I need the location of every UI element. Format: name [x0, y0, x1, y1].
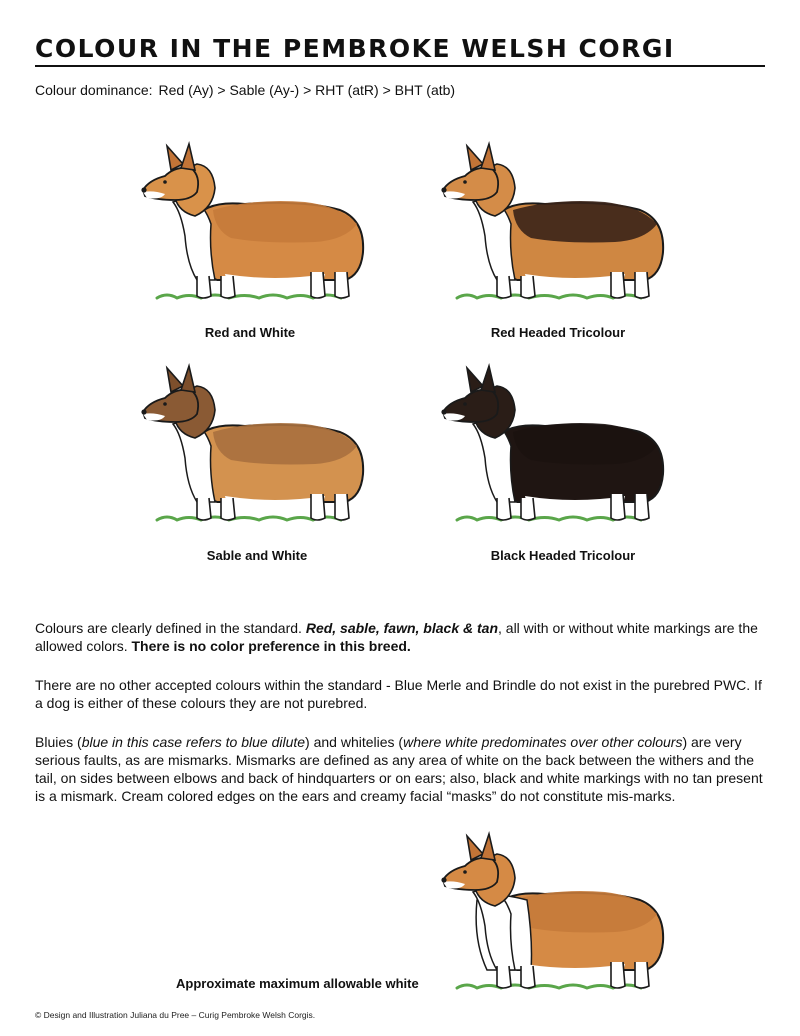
nose: [441, 409, 446, 414]
leg: [497, 276, 511, 298]
leg: [611, 272, 625, 298]
saddle: [513, 891, 657, 933]
dog-illustration-sable-and-white: [135, 362, 375, 532]
leg: [497, 966, 511, 988]
leg: [635, 962, 649, 988]
credit-line: © Design and Illustration Juliana du Pree – Curig Pembroke Welsh Corgis.: [35, 1010, 316, 1020]
saddle: [513, 201, 657, 243]
dominance-order: Red (Ay) > Sable (Ay-) > RHT (atR) > BHT (atb): [158, 82, 456, 98]
leg: [497, 498, 511, 520]
ear-right: [181, 366, 195, 392]
ear-left: [167, 368, 183, 392]
ear-right: [481, 366, 495, 392]
eye: [163, 180, 167, 184]
caption-max-allowable-white: Approximate maximum allowable white: [176, 976, 419, 991]
ear-right: [481, 144, 495, 170]
leg: [221, 276, 235, 298]
paragraph-faults-mismarks: Bluies (blue in this case refers to blue dilute) and whitelies (where white predominates over other colours) are very serious faults, as are mismarks. Mismarks are defined as any area of white on the back between the withers and the tail, on sides between elbows and back of hindquarters or on ears; also, black and white markings with no tan present is a mismark. Cream colored edges on the ears and creamy facial “masks” do not constitute mis-marks.: [35, 734, 763, 804]
caption-sable-and-white: Sable and White: [206, 548, 308, 563]
leg: [311, 494, 325, 520]
nose: [141, 409, 146, 414]
caption-red-headed-tricolour: Red Headed Tricolour: [490, 325, 626, 340]
saddle: [213, 201, 357, 243]
leg: [611, 962, 625, 988]
title-divider: [35, 65, 765, 67]
ear-right: [181, 144, 195, 170]
leg: [611, 494, 625, 520]
eye: [463, 180, 467, 184]
dog-illustration-red-and-white: [135, 140, 375, 310]
leg: [197, 276, 211, 298]
paragraph-allowed-colours: Colours are clearly defined in the standard. Red, sable, fawn, black & tan, all with or without white markings are the allowed colors. There is no color preference in this breed.: [35, 620, 758, 654]
saddle: [513, 423, 657, 465]
nose: [441, 187, 446, 192]
caption-red-and-white: Red and White: [204, 325, 296, 340]
caption-black-headed-tricolour: Black Headed Tricolour: [490, 548, 636, 563]
leg: [311, 272, 325, 298]
leg: [335, 494, 349, 520]
ear-left: [467, 836, 483, 860]
ear-left: [467, 368, 483, 392]
dog-illustration-black-headed-tricolour: [435, 362, 675, 532]
ear-left: [167, 146, 183, 170]
leg: [521, 966, 535, 988]
leg: [197, 498, 211, 520]
leg: [221, 498, 235, 520]
ear-right: [481, 834, 495, 860]
dog-illustration-red-headed-tricolour: [435, 140, 675, 310]
leg: [521, 276, 535, 298]
ear-left: [467, 146, 483, 170]
leg: [635, 272, 649, 298]
nose: [141, 187, 146, 192]
eye: [463, 402, 467, 406]
saddle: [213, 423, 357, 465]
leg: [521, 498, 535, 520]
eye: [463, 870, 467, 874]
leg: [635, 494, 649, 520]
eye: [163, 402, 167, 406]
page-title: COLOUR IN THE PEMBROKE WELSH CORGI: [35, 34, 675, 63]
colour-dominance-line: [35, 82, 455, 98]
dog-illustration-max-allowable-white: [435, 830, 675, 1000]
nose: [441, 877, 446, 882]
leg: [335, 272, 349, 298]
dominance-label: Colour dominance:: [35, 82, 153, 98]
paragraph-no-other-colours: There are no other accepted colours within the standard - Blue Merle and Brindle do not exist in the purebred PWC. If a dog is either of these colours they are not purebred.: [35, 677, 762, 711]
